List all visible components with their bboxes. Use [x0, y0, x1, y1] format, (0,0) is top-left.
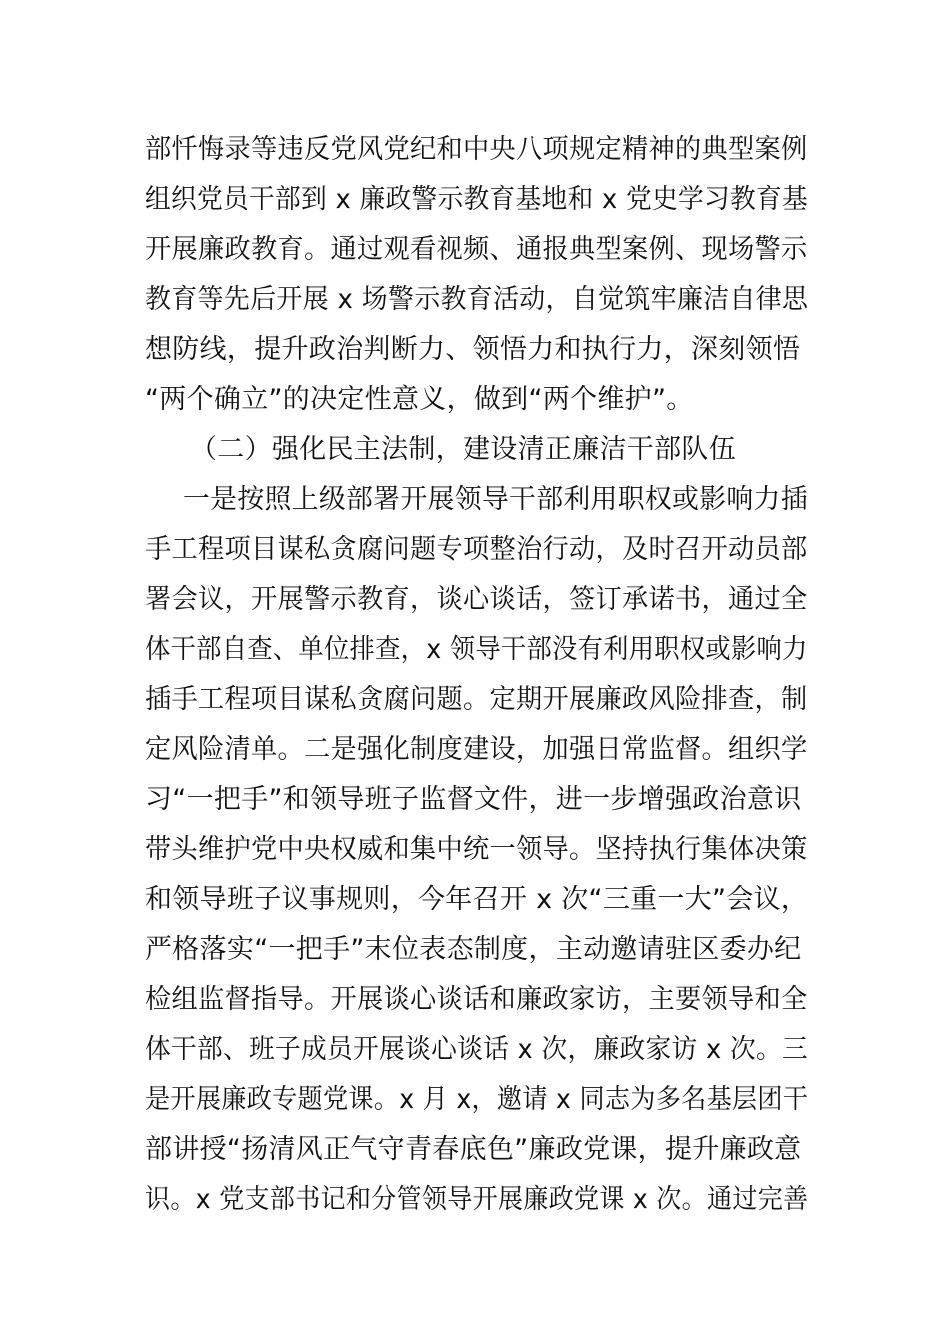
paragraph2-line: 带头维护党中央权威和集中统一领导。坚持执行集体决策 — [145, 834, 808, 865]
section-heading: （二）强化民主法制，建设清正廉洁干部队伍 — [190, 434, 736, 465]
paragraph2-line: 插手工程项目谋私贪腐问题。定期开展廉政风险排查，制 — [145, 684, 808, 715]
paragraph1-line: 教育等先后开展 x 场警示教育活动，自觉筑牢廉洁自律思 — [145, 284, 809, 315]
paragraph2-line: 一是按照上级部署开展领导干部利用职权或影响力插 — [183, 484, 808, 515]
paragraph2-line: 和领导班子议事规则，今年召开 x 次“三重一大”会议， — [145, 884, 809, 915]
paragraph1-line: “两个确立”的决定性意义，做到“两个维护”。 — [145, 384, 694, 415]
paragraph2-line: 检组监督指导。开展谈心谈话和廉政家访，主要领导和全 — [145, 984, 808, 1015]
paragraph2-line: 定风险清单。二是强化制度建设，加强日常监督。组织学 — [145, 734, 808, 765]
paragraph2-line: 习“一把手”和领导班子监督文件，进一步增强政治意识 — [145, 784, 802, 815]
paragraph2-line: 严格落实“一把手”末位表态制度，主动邀请驻区委办纪 — [145, 934, 802, 965]
paragraph1-line: 开展廉政教育。通过观看视频、通报典型案例、现场警示 — [145, 234, 808, 265]
paragraph2-line: 识。x 党支部书记和分管领导开展廉政党课 x 次。通过完善 — [145, 1184, 809, 1215]
paragraph2-line: 部讲授“扬清风正气守青春底色”廉政党课，提升廉政意 — [145, 1134, 802, 1165]
paragraph2-line: 体干部自查、单位排查，x 领导干部没有利用职权或影响力 — [145, 634, 808, 665]
paragraph2-line: 手工程项目谋私贪腐问题专项整治行动，及时召开动员部 — [145, 534, 808, 565]
paragraph2-line: 署会议，开展警示教育，谈心谈话，签订承诺书，通过全 — [145, 584, 808, 615]
paragraph1-line: 组织党员干部到 x 廉政警示教育基地和 x 党史学习教育基 — [145, 184, 809, 215]
paragraph1-line: 部忏悔录等违反党风党纪和中央八项规定精神的典型案例 — [145, 134, 808, 165]
paragraph1-line: 想防线，提升政治判断力、领悟力和执行力，深刻领悟 — [145, 334, 801, 365]
paragraph2-line: 体干部、班子成员开展谈心谈话 x 次，廉政家访 x 次。三 — [145, 1034, 809, 1065]
paragraph2-line: 是开展廉政专题党课。x 月 x，邀请 x 同志为多名基层团干 — [145, 1084, 809, 1115]
